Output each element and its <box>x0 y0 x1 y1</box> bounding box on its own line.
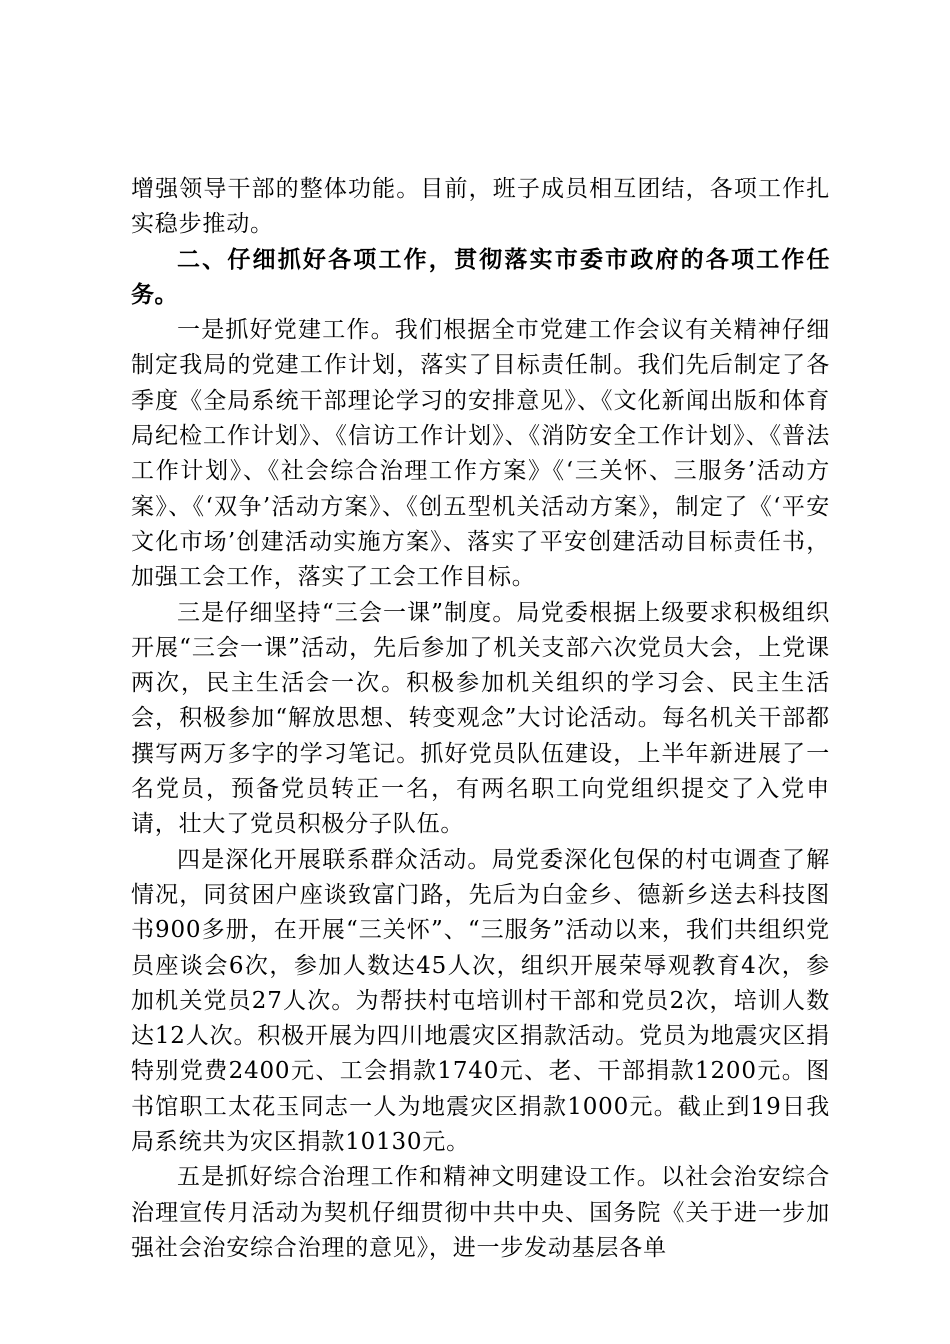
paragraph-three-meetings: 三是仔细坚持“三会一课”制度。局党委根据上级要求积极组织开展“三会一课”活动，先后参加了机关支部六次党员大会，上党课两次，民主生活会一次。积极参加机关组织的学习会、民主生活会，积极参加“解放思想、转变观念”大讨论活动。每名机关干部都撰写两万多字的学习笔记。抓好党员队伍建设，上半年新进展了一名党员，预备党员转正一名，有两名职工向党组织提交了入党申请，壮大了党员积极分子队伍。 <box>131 599 830 838</box>
paragraph-party-building: 一是抓好党建工作。我们根据全市党建工作会议有关精神仔细制定我局的党建工作计划，落实了目标责任制。我们先后制定了各季度《全局系统干部理论学习的安排意见》、《文化新闻出版和体育局纪检工作计划》、《信访工作计划》、《消防安全工作计划》、《普法工作计划》、《社会综合治理工作方案》《‘三关怀、三服务’活动方案》、《‘双争’活动方案》、《创五型机关活动方案》，制定了《‘平安文化市场’创建活动实施方案》、落实了平安创建活动目标责任书，加强工会工作，落实了工会工作目标。 <box>131 317 830 591</box>
document-body <box>131 172 830 1266</box>
paragraph-comprehensive-governance: 五是抓好综合治理工作和精神文明建设工作。以社会治安综合治理宣传月活动为契机仔细贯彻中共中央、国务院《关于进一步加强社会治安综合治理的意见》，进一步发动基层各单 <box>131 1164 830 1261</box>
paragraph-continuation: 增强领导干部的整体功能。目前，班子成员相互团结，各项工作扎实稳步推动。 <box>131 176 830 238</box>
section-heading: 二、仔细抓好各项工作，贯彻落实市委市政府的各项工作任务。 <box>131 246 830 308</box>
paragraph-mass-contact: 四是深化开展联系群众活动。局党委深化包保的村屯调查了解情况，同贫困户座谈致富门路，先后为白金乡、德新乡送去科技图书900多册，在开展“三关怀”、“三服务”活动以来，我们共组织党员座谈会6次，参加人数达45人次，组织开展荣辱观教育4次，参加机关党员27人次。为帮扶村屯培训村干部和党员2次，培训人数达12人次。积极开展为四川地震灾区捐款活动。党员为地震灾区捐特别党费2400元、工会捐款1740元、老、干部捐款1200元。图书馆职工太花玉同志一人为地震灾区捐款1000元。截止到19日我局系统共为灾区捐款10130元。 <box>131 846 830 1156</box>
